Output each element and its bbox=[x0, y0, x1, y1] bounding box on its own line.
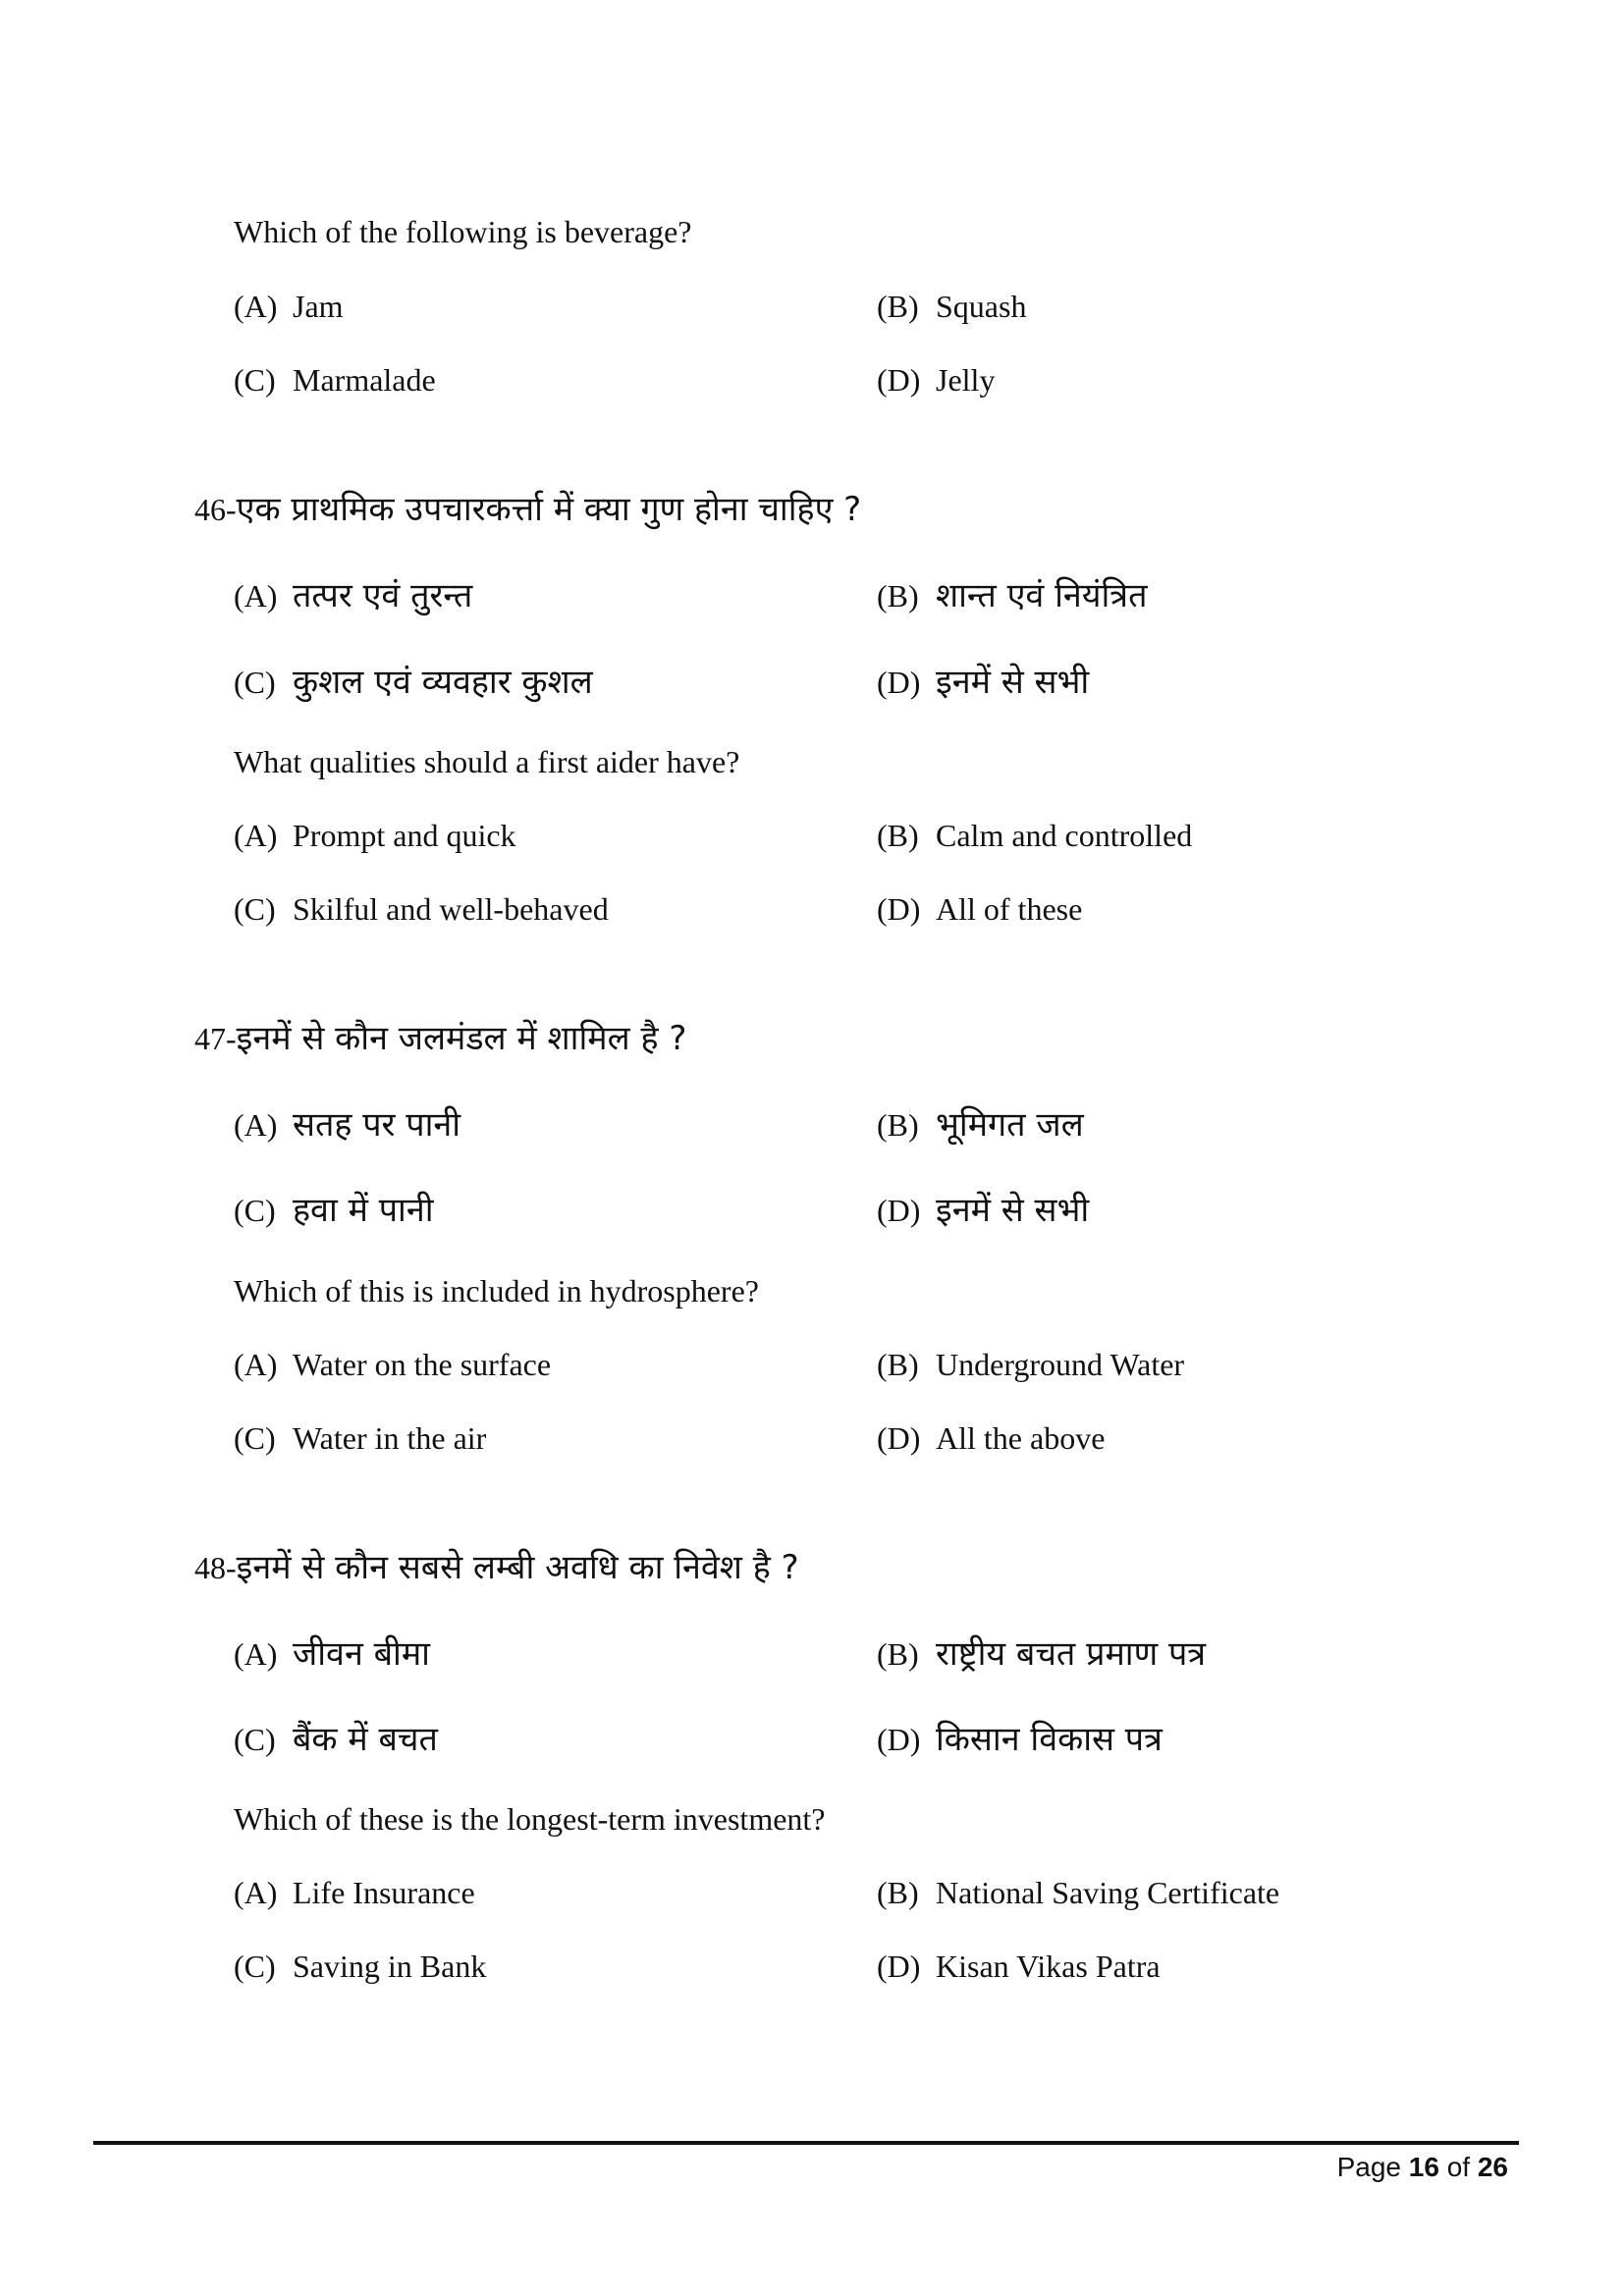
q45-option-a bbox=[234, 289, 344, 325]
option-label: (B) bbox=[877, 1875, 919, 1910]
option-text: Underground Water bbox=[936, 1347, 1185, 1382]
option-label: (A) bbox=[234, 1636, 278, 1672]
option-label: (A) bbox=[234, 578, 278, 614]
option-text: राष्ट्रीय बचत प्रमाण पत्र bbox=[936, 1634, 1207, 1674]
option-text: इनमें से सभी bbox=[936, 663, 1090, 702]
q47-hindi-question bbox=[194, 1014, 686, 1059]
option-text: Jelly bbox=[936, 362, 996, 398]
q47-english-option-c bbox=[234, 1420, 486, 1457]
q46-hindi-option-a bbox=[234, 571, 472, 616]
page-number bbox=[1337, 2152, 1508, 2183]
q46-hindi-option-d bbox=[877, 658, 1089, 703]
q48-english-option-d bbox=[877, 1949, 1161, 1985]
option-label: (D) bbox=[877, 665, 921, 700]
option-text: Saving in Bank bbox=[293, 1949, 487, 1984]
option-text: जीवन बीमा bbox=[293, 1634, 430, 1674]
q48-hindi-option-a bbox=[234, 1629, 430, 1675]
question-text: इनमें से कौन जलमंडल में शामिल है ? bbox=[236, 1019, 687, 1058]
option-label: (B) bbox=[877, 289, 919, 324]
q47-english-question: Which of this is included in hydrosphere? bbox=[234, 1273, 759, 1308]
question-number: 47- bbox=[194, 1021, 237, 1056]
q48-english-question: Which of these is the longest-term investment? bbox=[234, 1801, 826, 1837]
option-text: बैंक में बचत bbox=[293, 1720, 438, 1759]
option-text: इनमें से सभी bbox=[936, 1191, 1090, 1230]
option-text: Squash bbox=[936, 289, 1027, 324]
q48-hindi-option-b bbox=[877, 1629, 1206, 1675]
q46-english-option-b bbox=[877, 818, 1192, 854]
footer-divider bbox=[93, 2141, 1519, 2145]
option-text: Water on the surface bbox=[293, 1347, 552, 1382]
current-page: 16 bbox=[1408, 2152, 1439, 2182]
option-label: (B) bbox=[877, 578, 919, 614]
q47-hindi-option-b bbox=[877, 1100, 1084, 1146]
q47-hindi-option-a bbox=[234, 1100, 460, 1146]
q46-english-option-d bbox=[877, 891, 1082, 928]
option-label: (B) bbox=[877, 1107, 919, 1143]
option-text: National Saving Certificate bbox=[936, 1875, 1280, 1910]
option-text: कुशल एवं व्यवहार कुशल bbox=[293, 663, 593, 702]
option-label: (C) bbox=[234, 362, 276, 398]
q45-option-d bbox=[877, 362, 995, 399]
q45-option-b bbox=[877, 289, 1026, 325]
option-text: किसान विकास पत्र bbox=[936, 1720, 1163, 1759]
option-label: (C) bbox=[234, 1949, 276, 1984]
q46-english-question: What qualities should a first aider have? bbox=[234, 744, 740, 779]
q48-english-option-c bbox=[234, 1949, 486, 1985]
q45-option-c bbox=[234, 362, 436, 399]
q47-english-option-b bbox=[877, 1347, 1184, 1383]
option-text: Jam bbox=[293, 289, 344, 324]
option-label: (A) bbox=[234, 818, 278, 853]
option-text: Prompt and quick bbox=[293, 818, 516, 853]
q47-english-option-d bbox=[877, 1420, 1105, 1457]
option-text: शान्त एवं नियंत्रित bbox=[936, 576, 1148, 615]
q48-hindi-question bbox=[194, 1543, 799, 1588]
option-label: (C) bbox=[234, 891, 276, 927]
option-text: तत्पर एवं तुरन्त bbox=[293, 576, 473, 615]
q45-english-question: Which of the following is beverage? bbox=[234, 214, 692, 249]
q46-hindi-question bbox=[194, 485, 861, 530]
option-label: (A) bbox=[234, 1347, 278, 1382]
option-label: (D) bbox=[877, 362, 921, 398]
option-label: (D) bbox=[877, 1949, 921, 1984]
option-label: (C) bbox=[234, 665, 276, 700]
of-word: of bbox=[1446, 2152, 1471, 2182]
q46-hindi-option-c bbox=[234, 658, 593, 703]
question-number: 46- bbox=[194, 492, 237, 527]
option-label: (C) bbox=[234, 1722, 276, 1757]
q46-hindi-option-b bbox=[877, 571, 1147, 616]
q46-english-option-a bbox=[234, 818, 516, 854]
option-text: Water in the air bbox=[293, 1420, 487, 1456]
option-label: (B) bbox=[877, 818, 919, 853]
q46-english-option-c bbox=[234, 891, 609, 928]
option-label: (D) bbox=[877, 1420, 921, 1456]
option-text: हवा में पानी bbox=[293, 1191, 434, 1230]
option-label: (D) bbox=[877, 1722, 921, 1757]
option-label: (A) bbox=[234, 1107, 278, 1143]
question-text: एक प्राथमिक उपचारकर्त्ता में क्या गुण होना चाहिए ? bbox=[236, 490, 862, 529]
question-text: इनमें से कौन सबसे लम्बी अवधि का निवेश है ? bbox=[236, 1548, 799, 1587]
option-text: Skilful and well-behaved bbox=[293, 891, 609, 927]
option-label: (A) bbox=[234, 1875, 278, 1910]
q47-english-option-a bbox=[234, 1347, 551, 1383]
q47-hindi-option-c bbox=[234, 1186, 434, 1231]
option-text: Life Insurance bbox=[293, 1875, 475, 1910]
total-pages: 26 bbox=[1477, 2152, 1508, 2182]
option-text: सतह पर पानी bbox=[293, 1105, 461, 1145]
option-label: (A) bbox=[234, 289, 278, 324]
option-label: (B) bbox=[877, 1636, 919, 1672]
q48-english-option-b bbox=[877, 1875, 1279, 1911]
option-text: भूमिगत जल bbox=[936, 1105, 1084, 1145]
option-text: Kisan Vikas Patra bbox=[936, 1949, 1161, 1984]
option-label: (D) bbox=[877, 1193, 921, 1228]
q48-hindi-option-c bbox=[234, 1715, 438, 1760]
option-label: (C) bbox=[234, 1420, 276, 1456]
option-label: (B) bbox=[877, 1347, 919, 1382]
option-label: (D) bbox=[877, 891, 921, 927]
question-number: 48- bbox=[194, 1550, 237, 1585]
q47-hindi-option-d bbox=[877, 1186, 1089, 1231]
option-label: (C) bbox=[234, 1193, 276, 1228]
option-text: All the above bbox=[936, 1420, 1106, 1456]
option-text: Marmalade bbox=[293, 362, 436, 398]
page-word: Page bbox=[1336, 2152, 1401, 2182]
q48-english-option-a bbox=[234, 1875, 475, 1911]
option-text: All of these bbox=[936, 891, 1083, 927]
q48-hindi-option-d bbox=[877, 1715, 1163, 1760]
option-text: Calm and controlled bbox=[936, 818, 1193, 853]
